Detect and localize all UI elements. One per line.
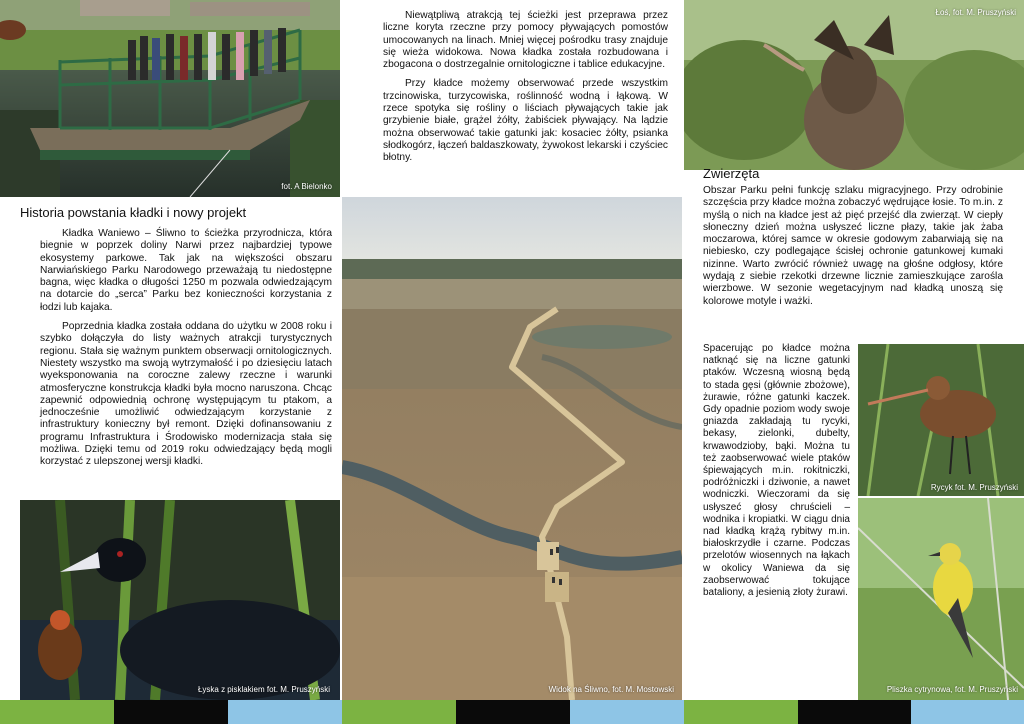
section-heading: Zwierzęta: [703, 166, 760, 181]
history-section: [20, 205, 332, 469]
footer-bar-blue-2: [570, 700, 684, 724]
footer-bar-green-2: [342, 700, 456, 724]
photo-caption: Widok na Śliwno, fot. M. Mostowski: [548, 685, 674, 694]
animals-section: [703, 166, 1003, 308]
footer-bar-blue-1: [228, 700, 342, 724]
footer-bar-black-2: [456, 700, 570, 724]
section-heading: Historia powstania kładki i nowy projekt: [20, 205, 247, 220]
birds-section: [703, 343, 850, 599]
coot-photo: [20, 500, 340, 700]
history-paragraph-1: Kładka Waniewo – Śliwno to ścieżka przyrodnicza, która biegnie w poprzek doliny Narwi przez najbardziej typowe ekosystemy parkowe. Tak jak na większości obszaru Narwiańskiego Parku Narodowego przeważają tu niedostępne bagna, więc kładka o długości 1250 m pozwala odwiedzającym na dotarcie do „serca” Parku bez konieczności korzystania z łodzi lub kajaka.: [40, 228, 332, 313]
birds-paragraph: Spacerując po kładce można natknąć się na liczne gatunki ptaków. Wczesną wiosną będą to stada gęsi (głównie zbożowe), żurawie, różne gatunki kaczek. Gdy opadnie poziom wody swoje gniazda zakładają tu rycyki, bekasy, zielonki, dubelty, krwawodzioby, bąki. Można tu też zaobserwować wiele ptaków śpiewających m.in. rokitniczki, podróżniczki i dziwonie, a nawet wodniczki. Wieczorami da się usłyszeć głosy chruścieli – wodnika i kropiatki. W ciągu dnia nad kładką krążą rybitwy m.in. białoskrzydłe i czarne. Podczas przelotów wiosennych na łąkach w okolicy Waniewa da się zaobserwować tokujące bataliony, a jesienią złoty żurawi.: [703, 343, 850, 599]
photo-caption: Łoś, fot. M. Pruszyński: [935, 8, 1016, 17]
footer-bar-blue-3: [911, 700, 1024, 724]
footer-bar-black-1: [114, 700, 228, 724]
plants-paragraph: Przy kładce możemy obserwować przede wszystkim trzcinowiska, turzycowiska, roślinność wodną i łąkową. W rzece spotyka się rośliny o liściach pływających takie jak grzybienie białe, grążel żółty, żabiściek pływający. Na lądzie można obserwować takie gatunki jak: kosaciec żółty, psianka słodkogórz, łączeń baldaszkowaty, żywokost lekarski i czyściec błotny.: [383, 78, 668, 164]
footer-bar-green-1: [0, 700, 114, 724]
photo-caption: fot. A Bielonko: [281, 182, 332, 191]
animals-paragraph: Obszar Parku pełni funkcję szlaku migracyjnego. Przy odrobinie szczęścia przy kładce można zobaczyć wędrujące łosie. To m.in. z myślą o nich na kładce jest aż pięć przejść dla zwierząt. W ciepły słoneczny dzień można usłyszeć liczne płazy, takie jak żaba moczarowa, której samce w okresie godowym zabarwiają się na niebiesko, czy podlegające ścisłej ochronie gatunkowej kumaki nizinne. Warto zwrócić również uwagę na głośne odgłosy, które wydają z siebie rzekotki drzewne licznie zamieszkujące zarośla wierzbowe. W sezonie wegetacyjnym nad kładką unoszą się kolorowe motyle i ważki.: [703, 185, 1003, 307]
crossing-text: [383, 10, 668, 165]
aerial-boardwalk-photo: [342, 197, 682, 700]
godwit-photo: [858, 344, 1024, 496]
photo-caption: Pliszka cytrynowa, fot. M. Pruszyński: [886, 685, 1018, 694]
wagtail-photo: [858, 498, 1024, 700]
floating-platform-photo: [0, 0, 340, 197]
footer-bar-green-3: [684, 700, 798, 724]
history-paragraph-2: Poprzednia kładka została oddana do użytku w 2008 roku i szybko dołączyła do listy ważnych atrakcji turystycznych regionu. Stała się ważnym punktem obserwacji ornitologicznych. Niestety wszystko ma swoją wytrzymałość i po dziesięciu latach wyeksponowania na coroczne zalewy rzeczne i warunki atmosferyczne konstrukcja kładki była mocno naruszona. Chcąc zapewnić odpowiednią ochronę występującym tu ptakom, a jednocześnie umożliwić odwiedzającym korzystanie z infrastruktury konieczny był remont. Dzięki dofinansowaniu z programu Infrastruktura i Środowisko modernizacja stała się możliwa. Dzięki temu od 2019 roku odwiedzający będą mogli korzystać z ulepszonej wersji kładki.: [40, 321, 332, 468]
photo-caption: Łyska z pisklakiem fot. M. Pruszyński: [197, 685, 330, 694]
crossing-paragraph: Niewątpliwą atrakcją tej ścieżki jest przeprawa przez liczne koryta rzeczne przy pomocy pływających pomostów umocowanych na linach. Mniej więcej pośrodku trasy znajduje się wieża widokowa. Nowa kładka została rozbudowana i zbogacona o dostrzegalnie ornitologiczne i tablice edukacyjne.: [383, 10, 668, 71]
footer-bar-black-3: [798, 700, 911, 724]
moose-photo: [684, 0, 1024, 170]
photo-caption: Rycyk fot. M. Pruszyński: [930, 483, 1018, 492]
